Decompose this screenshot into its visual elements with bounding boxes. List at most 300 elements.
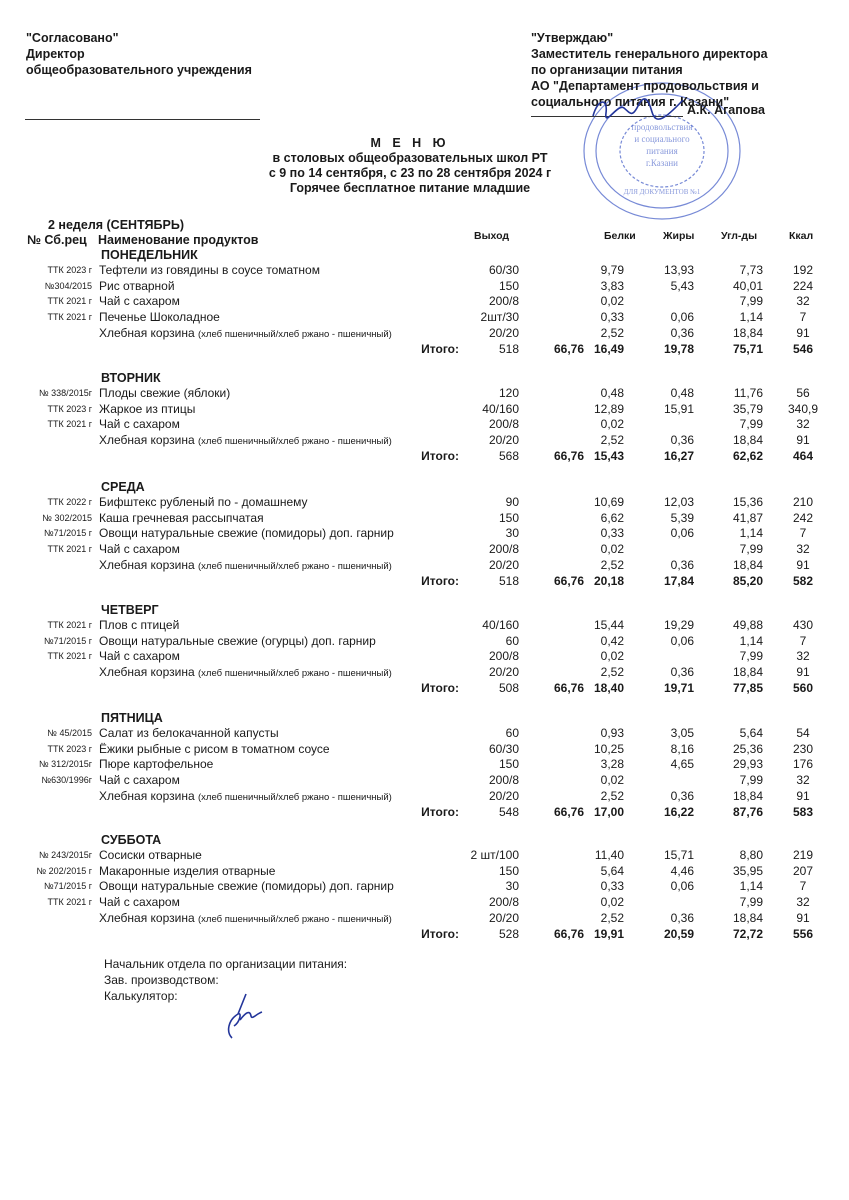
total-output: 528 xyxy=(498,926,519,941)
carbs-value: 35,95 xyxy=(732,863,763,878)
carbs-value: 1,14 xyxy=(739,310,763,325)
table-row xyxy=(0,911,849,926)
total-label: Итого: xyxy=(421,341,459,356)
dish-detail: (хлеб пшеничный/хлеб ржано - пшеничный) xyxy=(198,328,392,340)
carbs-value: 41,87 xyxy=(732,510,763,525)
recipe-code: ТТК 2021 г xyxy=(47,897,92,908)
approver-name: А.К. Агапова xyxy=(687,103,765,117)
kcal-value: 7 xyxy=(799,879,807,894)
output-value: 20/20 xyxy=(488,325,519,340)
table-row xyxy=(0,511,849,526)
table-row xyxy=(0,649,849,664)
carbs-value: 11,76 xyxy=(733,386,763,400)
dish-name-text: Хлебная корзина xyxy=(99,433,195,448)
table-row xyxy=(0,618,849,633)
table-row xyxy=(0,294,849,309)
kcal-value: 32 xyxy=(796,895,810,910)
approval-right-company: АО "Департамент продовольствия и xyxy=(531,79,759,93)
column-header-output: Выход xyxy=(474,230,510,242)
day-title: ЧЕТВЕРГ xyxy=(101,603,159,617)
dish-name-text: Овощи натуральные свежие (помидоры) доп. гарнир xyxy=(99,526,394,541)
column-header-fat: Жиры xyxy=(663,230,695,242)
protein-value: 0,02 xyxy=(600,294,624,309)
dish-name-text: Макаронные изделия отварные xyxy=(99,863,276,878)
fat-value: 4,46 xyxy=(670,863,694,878)
table-row xyxy=(0,757,849,772)
output-value: 120 xyxy=(498,386,519,400)
output-value: 200/8 xyxy=(488,542,519,557)
output-value: 20/20 xyxy=(488,557,519,572)
total-carbs: 87,76 xyxy=(732,804,763,819)
carbs-value: 40,01 xyxy=(732,278,763,293)
output-value: 40/160 xyxy=(482,401,519,416)
dish-name-text: Чай с сахаром xyxy=(99,417,180,432)
carbs-value: 1,14 xyxy=(739,633,763,648)
dish-name xyxy=(99,864,275,878)
dish-name-text: Овощи натуральные свежие (помидоры) доп. гарнир xyxy=(99,879,394,894)
dish-name xyxy=(99,558,392,572)
footer-production-manager: Зав. производством: xyxy=(104,973,219,987)
kcal-value: 91 xyxy=(796,910,810,925)
column-header-carbs: Угл-ды xyxy=(721,230,758,242)
recipe-code: № 312/2015г xyxy=(39,759,92,770)
column-header-code: № Сб.рец xyxy=(27,233,87,247)
protein-value: 0,48 xyxy=(600,386,624,400)
protein-value: 0,02 xyxy=(600,417,624,432)
recipe-code: ТТК 2023 г xyxy=(47,265,92,275)
day-title: ПЯТНИЦА xyxy=(101,711,163,725)
total-carbs: 72,72 xyxy=(732,926,763,941)
dish-name xyxy=(99,742,330,756)
dish-name xyxy=(99,417,180,431)
output-value: 200/8 xyxy=(488,294,519,309)
dish-detail: (хлеб пшеничный/хлеб ржано - пшеничный) xyxy=(198,791,392,803)
protein-value: 6,62 xyxy=(600,510,624,525)
dish-name-text: Ёжики рыбные с рисом в томатном соусе xyxy=(99,741,330,756)
carbs-value: 7,99 xyxy=(739,773,763,788)
kcal-value: 176 xyxy=(792,757,814,772)
day-title: СУББОТА xyxy=(101,833,162,847)
table-row xyxy=(0,386,849,401)
table-row xyxy=(0,726,849,741)
dish-name-text: Овощи натуральные свежие (огурцы) доп. гарнир xyxy=(99,633,376,648)
kcal-value: 32 xyxy=(796,773,810,788)
recipe-code: №71/2015 г xyxy=(44,528,92,539)
table-row xyxy=(0,848,849,863)
carbs-value: 7,99 xyxy=(739,294,763,309)
column-header-name: Наименование продуктов xyxy=(98,233,259,247)
carbs-value: 5,64 xyxy=(739,726,763,740)
dish-name xyxy=(99,279,175,293)
output-value: 2шт/30 xyxy=(480,310,519,325)
total-fat: 17,84 xyxy=(663,573,694,588)
total-fat: 16,22 xyxy=(663,804,694,819)
fat-value: 5,39 xyxy=(670,510,694,525)
svg-text:г.Казани: г.Казани xyxy=(646,158,678,168)
dish-name xyxy=(99,294,180,308)
output-value: 60 xyxy=(505,726,519,740)
output-value: 20/20 xyxy=(488,788,519,803)
dish-name xyxy=(99,879,394,893)
svg-text:продовольствия: продовольствия xyxy=(631,122,693,132)
day-title: СРЕДА xyxy=(101,480,145,494)
protein-value: 3,28 xyxy=(600,757,624,772)
total-kcal: 560 xyxy=(792,680,814,695)
carbs-value: 18,84 xyxy=(732,557,763,572)
protein-value: 2,52 xyxy=(600,665,624,680)
table-row xyxy=(0,558,849,573)
carbs-value: 7,99 xyxy=(739,542,763,557)
approval-right-position: Заместитель генерального директора xyxy=(531,47,768,61)
carbs-value: 18,84 xyxy=(732,665,763,680)
fat-value: 15,91 xyxy=(663,401,694,416)
table-row xyxy=(0,417,849,432)
total-price: 66,76 xyxy=(553,341,584,356)
fat-value: 0,06 xyxy=(670,526,694,541)
kcal-value: 91 xyxy=(796,433,810,448)
dish-name xyxy=(99,511,264,525)
protein-value: 0,02 xyxy=(600,773,624,788)
recipe-code: ТТК 2021 г xyxy=(47,419,92,430)
total-row xyxy=(0,574,849,589)
total-label: Итого: xyxy=(421,680,459,695)
output-value: 150 xyxy=(498,863,519,878)
fat-value: 0,06 xyxy=(670,879,694,894)
kcal-value: 207 xyxy=(792,863,814,878)
kcal-value: 91 xyxy=(796,788,810,803)
dish-name-text: Плоды свежие (яблоки) xyxy=(99,386,231,400)
total-fat: 20,59 xyxy=(663,926,694,941)
title-line-1: в столовых общеобразовательных школ РТ xyxy=(272,151,548,165)
recipe-code: ТТК 2021 г xyxy=(47,312,92,323)
fat-value: 0,06 xyxy=(670,310,694,325)
footer-calculator: Калькулятор: xyxy=(104,989,178,1003)
approval-left-block xyxy=(26,30,252,78)
total-carbs: 62,62 xyxy=(732,448,763,463)
fat-value: 0,36 xyxy=(670,665,694,680)
output-value: 20/20 xyxy=(488,665,519,680)
kcal-value: 7 xyxy=(799,310,807,325)
total-label: Итого: xyxy=(421,804,459,819)
kcal-value: 32 xyxy=(796,649,810,664)
dish-name-text: Хлебная корзина xyxy=(99,910,195,925)
table-row xyxy=(0,263,849,278)
carbs-value: 29,93 xyxy=(732,757,763,772)
dish-name-text: Чай с сахаром xyxy=(99,542,180,557)
kcal-value: 7 xyxy=(799,526,807,541)
dish-name-text: Плов с птицей xyxy=(99,618,180,632)
kcal-value: 32 xyxy=(796,542,810,557)
total-output: 508 xyxy=(498,680,519,695)
dish-name xyxy=(99,263,320,277)
dish-name-text: Тефтели из говядины в соусе томатном xyxy=(99,263,320,277)
recipe-code: ТТК 2021 г xyxy=(47,620,92,630)
carbs-value: 35,79 xyxy=(732,401,763,416)
carbs-value: 7,99 xyxy=(739,649,763,664)
dish-name-text: Пюре картофельное xyxy=(99,757,214,772)
dish-name-text: Хлебная корзина xyxy=(99,557,195,572)
protein-value: 9,79 xyxy=(600,263,624,277)
table-row xyxy=(0,634,849,649)
dish-name xyxy=(99,402,195,416)
dish-name xyxy=(99,757,213,771)
recipe-code: № 45/2015 xyxy=(47,728,92,738)
carbs-value: 7,73 xyxy=(739,263,763,277)
carbs-value: 8,80 xyxy=(739,848,763,862)
approval-left-organization: общеобразовательного учреждения xyxy=(26,63,252,77)
kcal-value: 91 xyxy=(796,325,810,340)
footer-head-of-department: Начальник отдела по организации питания: xyxy=(104,957,348,971)
total-fat: 19,71 xyxy=(663,680,694,695)
total-fat: 19,78 xyxy=(663,341,694,356)
dish-name xyxy=(99,848,202,862)
calculator-signature-icon xyxy=(218,992,268,1042)
output-value: 20/20 xyxy=(488,910,519,925)
svg-text:ДЛЯ ДОКУМЕНТОВ №1: ДЛЯ ДОКУМЕНТОВ №1 xyxy=(623,188,701,196)
total-output: 518 xyxy=(498,341,519,356)
protein-value: 0,02 xyxy=(600,542,624,557)
recipe-code: №71/2015 г xyxy=(44,635,92,646)
kcal-value: 192 xyxy=(792,263,814,277)
dish-name xyxy=(99,634,376,648)
kcal-value: 91 xyxy=(796,665,810,680)
fat-value: 4,65 xyxy=(670,757,694,772)
output-value: 60 xyxy=(505,633,519,648)
carbs-value: 1,14 xyxy=(739,526,763,541)
fat-value: 8,16 xyxy=(670,741,694,756)
dish-name xyxy=(99,911,392,925)
carbs-value: 49,88 xyxy=(732,618,763,632)
dish-name xyxy=(99,618,179,632)
dish-name xyxy=(99,726,279,740)
total-price: 66,76 xyxy=(553,926,584,941)
fat-value: 0,48 xyxy=(670,386,694,400)
day-title: ПОНЕДЕЛЬНИК xyxy=(101,248,198,262)
total-label: Итого: xyxy=(421,926,459,941)
table-row xyxy=(0,326,849,341)
approval-right-department: по организации питания xyxy=(531,63,683,77)
recipe-code: № 202/2015 г xyxy=(36,865,92,876)
table-row xyxy=(0,789,849,804)
total-protein: 17,00 xyxy=(593,804,624,819)
dish-name-text: Чай с сахаром xyxy=(99,294,180,309)
table-row xyxy=(0,665,849,680)
total-label: Итого: xyxy=(421,448,459,463)
recipe-code: №71/2015 г xyxy=(44,881,92,892)
total-row xyxy=(0,681,849,696)
table-row xyxy=(0,402,849,417)
protein-value: 12,89 xyxy=(593,401,624,416)
fat-value: 13,93 xyxy=(663,263,694,277)
total-output: 518 xyxy=(498,573,519,588)
dish-name xyxy=(99,526,394,540)
total-price: 66,76 xyxy=(553,573,584,588)
protein-value: 5,64 xyxy=(600,863,624,878)
output-value: 150 xyxy=(498,278,519,293)
table-row xyxy=(0,542,849,557)
dish-name xyxy=(99,665,392,679)
carbs-value: 7,99 xyxy=(739,895,763,910)
fat-value: 0,36 xyxy=(670,788,694,803)
total-carbs: 85,20 xyxy=(732,573,763,588)
fat-value: 3,05 xyxy=(670,726,694,740)
fat-value: 0,36 xyxy=(670,325,694,340)
output-value: 200/8 xyxy=(488,649,519,664)
dish-name-text: Сосиски отварные xyxy=(99,848,202,862)
dish-name xyxy=(99,773,180,787)
table-row xyxy=(0,279,849,294)
kcal-value: 32 xyxy=(796,294,810,309)
kcal-value: 219 xyxy=(792,848,814,862)
total-output: 548 xyxy=(498,804,519,819)
recipe-code: № 243/2015г xyxy=(39,850,92,860)
table-row xyxy=(0,310,849,325)
dish-name-text: Печенье Шоколадное xyxy=(99,310,220,325)
total-fat: 16,27 xyxy=(663,448,694,463)
dish-detail: (хлеб пшеничный/хлеб ржано - пшеничный) xyxy=(198,560,392,572)
total-kcal: 582 xyxy=(792,573,814,588)
recipe-code: ТТК 2021 г xyxy=(47,544,92,555)
kcal-value: 230 xyxy=(792,741,814,756)
dish-name-text: Чай с сахаром xyxy=(99,895,180,910)
fat-value: 0,06 xyxy=(670,633,694,648)
table-row xyxy=(0,864,849,879)
dish-name xyxy=(99,310,220,324)
output-value: 200/8 xyxy=(488,773,519,788)
output-value: 90 xyxy=(505,495,519,509)
fat-value: 0,36 xyxy=(670,557,694,572)
kcal-value: 210 xyxy=(792,495,814,509)
output-value: 200/8 xyxy=(488,895,519,910)
column-header-kcal: Ккал xyxy=(789,230,814,242)
fat-value: 19,29 xyxy=(663,618,694,632)
table-row xyxy=(0,526,849,541)
total-label: Итого: xyxy=(421,573,459,588)
kcal-value: 91 xyxy=(796,557,810,572)
approval-right-company-cont: социального питания г. Казани" xyxy=(531,95,730,109)
recipe-code: ТТК 2023 г xyxy=(47,743,92,754)
kcal-value: 242 xyxy=(792,510,814,525)
protein-value: 10,25 xyxy=(593,741,624,756)
output-value: 60/30 xyxy=(488,263,519,277)
protein-value: 0,02 xyxy=(600,895,624,910)
dish-name xyxy=(99,542,180,556)
total-carbs: 75,71 xyxy=(732,341,763,356)
fat-value: 12,03 xyxy=(663,495,694,509)
recipe-code: ТТК 2021 г xyxy=(47,296,92,307)
dish-name xyxy=(99,433,392,447)
handwritten-signature-icon xyxy=(588,88,688,128)
total-protein: 16,49 xyxy=(593,341,624,356)
dish-name xyxy=(99,649,180,663)
carbs-value: 7,99 xyxy=(739,417,763,432)
menu-heading: М Е Н Ю xyxy=(370,136,450,150)
protein-value: 0,02 xyxy=(600,649,624,664)
output-value: 2 шт/100 xyxy=(470,848,519,862)
total-row xyxy=(0,342,849,357)
dish-name xyxy=(99,495,308,509)
carbs-value: 18,84 xyxy=(732,910,763,925)
fat-value: 0,36 xyxy=(670,910,694,925)
total-carbs: 77,85 xyxy=(732,680,763,695)
dish-name-text: Хлебная корзина xyxy=(99,665,195,680)
table-row xyxy=(0,879,849,894)
column-header-protein: Белки xyxy=(604,230,636,242)
output-value: 30 xyxy=(505,526,519,541)
total-output: 568 xyxy=(498,448,519,463)
dish-name-text: Хлебная корзина xyxy=(99,325,195,340)
total-kcal: 556 xyxy=(792,926,814,941)
carbs-value: 25,36 xyxy=(732,741,763,756)
recipe-code: №630/1996г xyxy=(41,775,92,786)
output-value: 40/160 xyxy=(482,618,519,632)
total-row xyxy=(0,805,849,820)
carbs-value: 15,36 xyxy=(732,495,763,509)
protein-value: 2,52 xyxy=(600,433,624,448)
carbs-value: 18,84 xyxy=(732,788,763,803)
carbs-value: 1,14 xyxy=(739,879,763,894)
protein-value: 0,93 xyxy=(600,726,624,740)
table-row xyxy=(0,742,849,757)
dish-name-text: Хлебная корзина xyxy=(99,788,195,803)
total-protein: 19,91 xyxy=(593,926,624,941)
recipe-code: ТТК 2021 г xyxy=(47,651,92,662)
table-row xyxy=(0,773,849,788)
svg-text:питания: питания xyxy=(646,146,678,156)
total-row xyxy=(0,449,849,464)
fat-value: 15,71 xyxy=(663,848,694,862)
total-price: 66,76 xyxy=(553,680,584,695)
kcal-value: 7 xyxy=(799,633,807,648)
protein-value: 0,33 xyxy=(600,879,624,894)
recipe-code: № 302/2015 xyxy=(42,512,92,523)
signature-line-left xyxy=(25,119,260,120)
day-title: ВТОРНИК xyxy=(101,371,161,385)
protein-value: 2,52 xyxy=(600,910,624,925)
dish-name xyxy=(99,789,392,803)
output-value: 150 xyxy=(498,757,519,772)
kcal-value: 340,9 xyxy=(787,401,819,416)
total-kcal: 464 xyxy=(792,448,814,463)
approval-left-position: Директор xyxy=(26,47,85,61)
output-value: 30 xyxy=(505,879,519,894)
dish-name-text: Чай с сахаром xyxy=(99,649,180,664)
recipe-code: ТТК 2022 г xyxy=(47,497,92,507)
dish-detail: (хлеб пшеничный/хлеб ржано - пшеничный) xyxy=(198,668,392,680)
title-line-3: Горячее бесплатное питание младшие xyxy=(289,181,531,195)
protein-value: 11,40 xyxy=(594,848,624,862)
dish-name xyxy=(99,895,180,909)
svg-text:и социального: и социального xyxy=(634,134,690,144)
dish-name-text: Рис отварной xyxy=(99,278,175,293)
dish-name-text: Жаркое из птицы xyxy=(99,401,196,416)
kcal-value: 430 xyxy=(792,618,814,632)
week-label: 2 неделя (СЕНТЯБРЬ) xyxy=(48,218,184,232)
output-value: 20/20 xyxy=(488,433,519,448)
dish-name-text: Салат из белокачанной капусты xyxy=(99,726,279,740)
total-price: 66,76 xyxy=(553,804,584,819)
protein-value: 3,83 xyxy=(600,278,624,293)
dish-name-text: Каша гречневая рассыпчатая xyxy=(99,510,264,525)
document-title xyxy=(200,136,620,196)
recipe-code: ТТК 2023 г xyxy=(47,403,92,414)
output-value: 200/8 xyxy=(488,417,519,432)
approval-left-heading: "Согласовано" xyxy=(26,31,119,45)
dish-name-text: Бифштекс рубленый по - домашнему xyxy=(99,495,308,509)
dish-name xyxy=(99,326,392,340)
protein-value: 0,42 xyxy=(600,633,624,648)
protein-value: 10,69 xyxy=(593,495,624,509)
